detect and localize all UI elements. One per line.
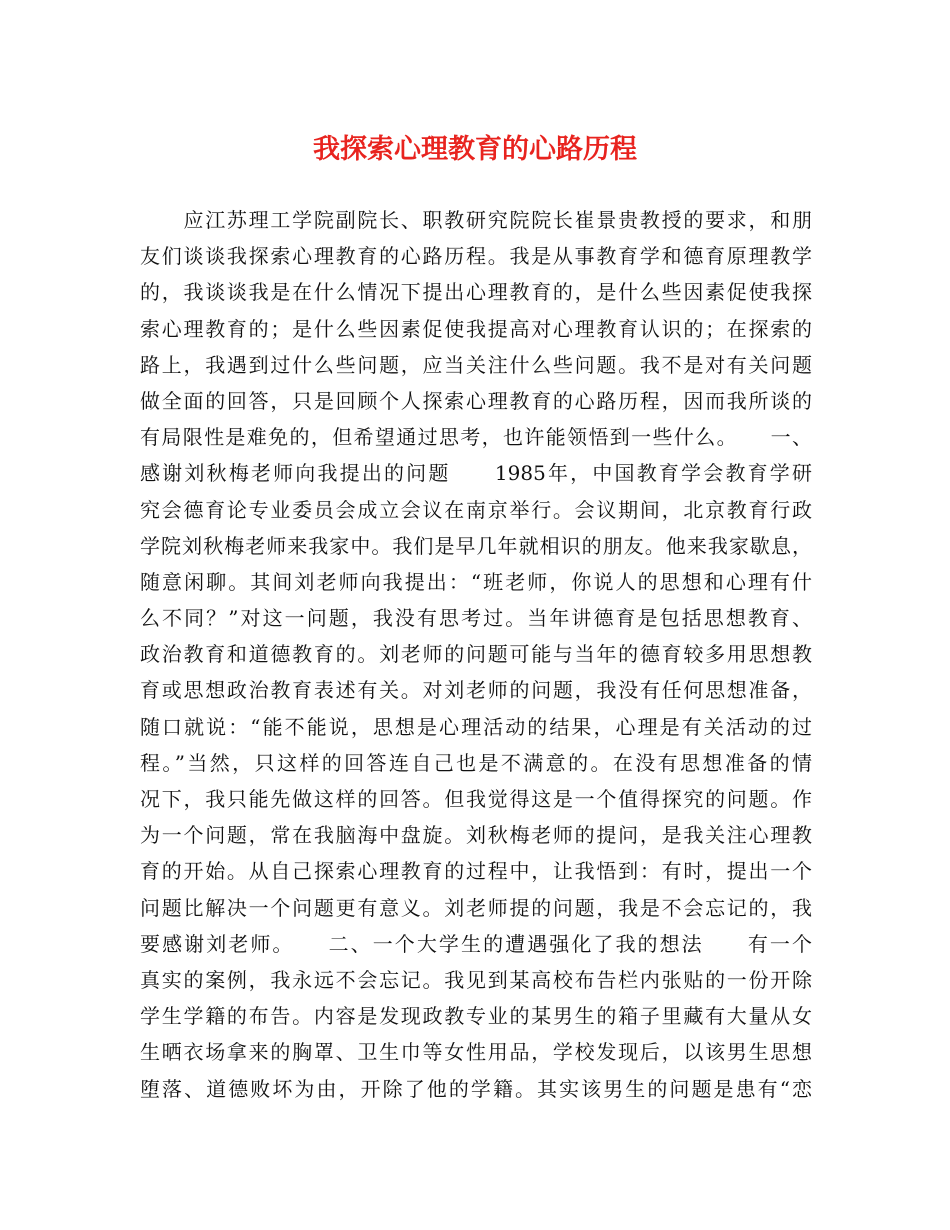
body-line: 做全面的回答，只是回顾个人探索心理教育的心路历程，因而我所谈的 [140,388,812,413]
body-line: 学院刘秋梅老师来我家中。我们是早几年就相识的朋友。他来我家歇息， [140,533,812,558]
body-line: 友们谈谈我探索心理教育的心路历程。我是从事教育学和德育原理教学 [140,244,812,269]
body-line: 堕落、道德败坏为由，开除了他的学籍。其实该男生的问题是患有“恋 [140,1076,812,1101]
body-line: 感谢刘秋梅老师向我提出的问题 1985年，中国教育学会教育学研 [140,461,812,486]
body-line: 随意闲聊。其间刘老师向我提出：“班老师，你说人的思想和心理有什 [140,569,812,594]
body-line: 程。”当然，只这样的回答连自己也是不满意的。在没有思想准备的情 [140,750,812,775]
document-title: 我探索心理教育的心路历程 [313,134,637,165]
body-line: 么不同？”对这一问题，我没有思考过。当年讲德育是包括思想教育、 [140,606,812,631]
body-line: 育的开始。从自己探索心理教育的过程中，让我悟到：有时，提出一个 [140,859,812,884]
body-line: 生晒衣场拿来的胸罩、卫生巾等女性用品，学校发现后，以该男生思想 [140,1040,812,1065]
body-line: 真实的案例，我永远不会忘记。我见到某高校布告栏内张贴的一份开除 [140,967,812,992]
body-line: 路上，我遇到过什么些问题，应当关注什么些问题。我不是对有关问题 [140,352,812,377]
body-line: 随口就说：“能不能说，思想是心理活动的结果，心理是有关活动的过 [140,714,812,739]
body-line: 究会德育论专业委员会成立会议在南京举行。会议期间，北京教育行政 [140,497,812,522]
body-line: 学生学籍的布告。内容是发现政教专业的某男生的箱子里藏有大量从女 [140,1004,812,1029]
body-line: 的，我谈谈我是在什么情况下提出心理教育的，是什么些因素促使我探 [140,280,812,305]
body-line: 育或思想政治教育表述有关。对刘老师的问题，我没有任何思想准备， [140,678,812,703]
document-body [140,202,812,1107]
body-line: 问题比解决一个问题更有意义。刘老师提的问题，我是不会忘记的，我 [140,895,812,920]
body-line: 索心理教育的；是什么些因素促使我提高对心理教育认识的；在探索的 [140,316,812,341]
body-line: 要感谢刘老师。 二、一个大学生的遭遇强化了我的想法 有一个 [140,931,812,956]
body-line: 有局限性是难免的，但希望通过思考，也许能领悟到一些什么。 一、 [140,425,812,450]
body-line: 为一个问题，常在我脑海中盘旋。刘秋梅老师的提问，是我关注心理教 [140,823,812,848]
body-line: 况下，我只能先做这样的回答。但我觉得这是一个值得探究的问题。作 [140,787,812,811]
body-line: 政治教育和道德教育的。刘老师的问题可能与当年的德育较多用思想教 [140,642,812,667]
body-line: 应江苏理工学院副院长、职教研究院院长崔景贵教授的要求，和朋 [140,208,812,232]
